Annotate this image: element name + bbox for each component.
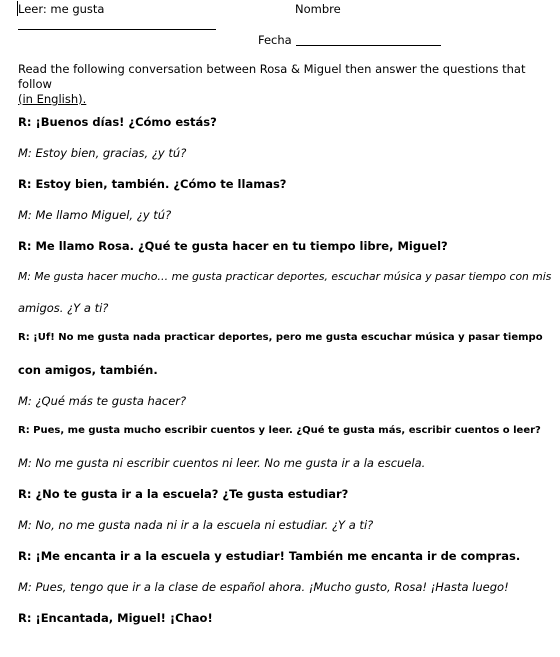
dialogue-line: R: ¡Encantada, Miguel! ¡Chao! — [18, 611, 213, 625]
reading-title: Leer: me gusta — [18, 2, 105, 16]
date-blank-line[interactable] — [296, 45, 441, 46]
date-label: Fecha — [258, 33, 292, 47]
dialogue-line: con amigos, también. — [18, 363, 158, 377]
dialogue-line: M: Me gusta hacer mucho… me gusta practicar deportes, escuchar música y pasar tiempo con mis — [18, 270, 552, 283]
dialogue-line: M: No me gusta ni escribir cuentos ni leer. No me gusta ir a la escuela. — [18, 456, 426, 470]
dialogue-line: M: Estoy bien, gracias, ¿y tú? — [18, 146, 187, 160]
dialogue-line: amigos. ¿Y a ti? — [18, 301, 109, 315]
dialogue-line: R: ¡Uf! No me gusta nada practicar deportes, pero me gusta escuchar música y pasar tiempo — [18, 332, 543, 343]
dialogue-line: M: Me llamo Miguel, ¿y tú? — [18, 208, 172, 222]
instructions — [18, 62, 548, 107]
name-label: Nombre — [295, 2, 341, 16]
date-field — [258, 33, 441, 47]
instructions-emphasis: (in English). — [18, 92, 87, 106]
dialogue-line: R: ¡Buenos días! ¿Cómo estás? — [18, 115, 217, 129]
name-blank-line[interactable] — [18, 29, 216, 30]
dialogue-line: R: Me llamo Rosa. ¿Qué te gusta hacer en tu tiempo libre, Miguel? — [18, 239, 448, 253]
dialogue-line: M: Pues, tengo que ir a la clase de español ahora. ¡Mucho gusto, Rosa! ¡Hasta luego! — [18, 580, 509, 594]
dialogue-line: R: Pues, me gusta mucho escribir cuentos y leer. ¿Qué te gusta más, escribir cuentos o leer? — [18, 425, 541, 436]
dialogue-line: R: Estoy bien, también. ¿Cómo te llamas? — [18, 177, 287, 191]
dialogue-line: R: ¿No te gusta ir a la escuela? ¿Te gusta estudiar? — [18, 487, 349, 501]
dialogue-line: M: ¿Qué más te gusta hacer? — [18, 394, 187, 408]
dialogue-line: R: ¡Me encanta ir a la escuela y estudiar! También me encanta ir de compras. — [18, 549, 521, 563]
instructions-text: Read the following conversation between Rosa & Miguel then answer the questions that follow — [18, 62, 526, 91]
dialogue-line: M: No, no me gusta nada ni ir a la escuela ni estudiar. ¿Y a ti? — [18, 518, 374, 532]
